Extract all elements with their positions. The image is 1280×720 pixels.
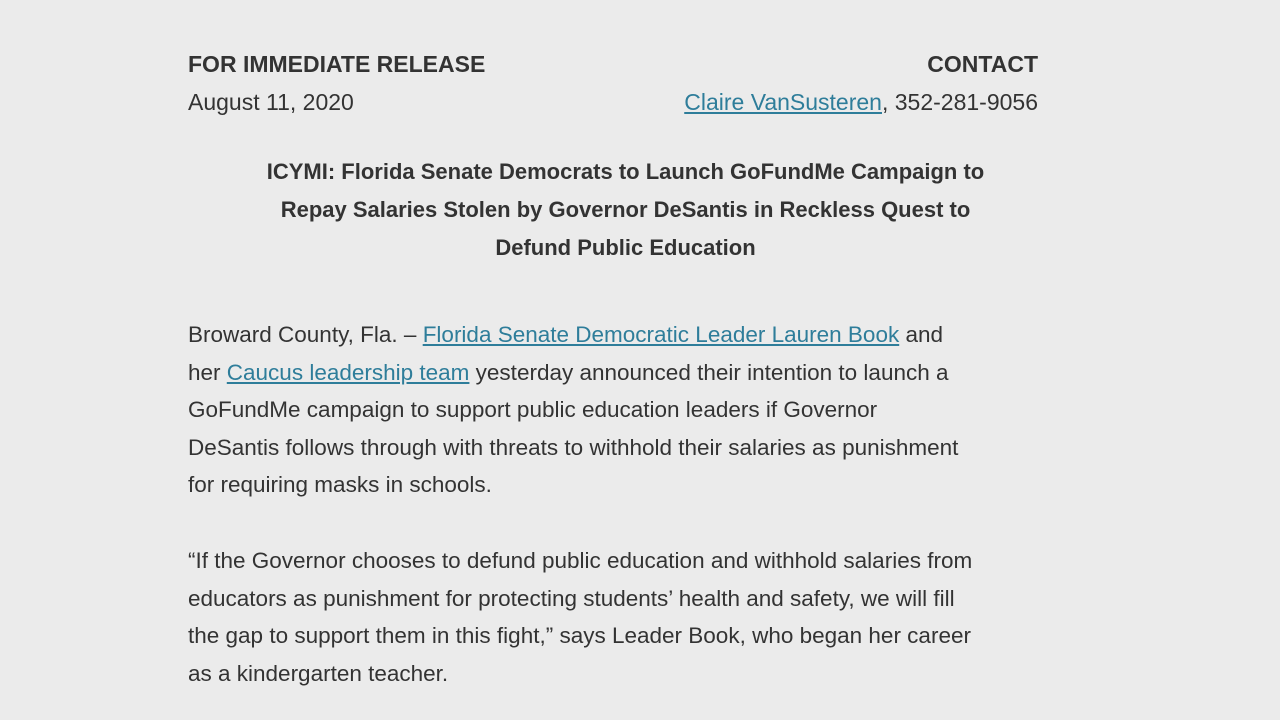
- paragraph-line: educators as punishment for protecting students’ health and safety, we will fill: [188, 585, 955, 611]
- paragraph-line: the gap to support them in this fight,” says Leader Book, who began her career: [188, 623, 971, 648]
- paragraph-text: her: [188, 359, 227, 385]
- release-date: August 11, 2020: [188, 89, 354, 115]
- paragraph-line: as a kindergarten teacher.: [188, 660, 449, 686]
- paragraph-text: yesterday announced their intention to launch a: [469, 359, 949, 385]
- release-header-row: [188, 51, 1038, 78]
- body-paragraph-2: [188, 542, 1073, 692]
- contact-name-link[interactable]: Claire VanSusteren: [684, 89, 882, 115]
- contact-info: [684, 89, 1038, 116]
- headline-line: Defund Public Education: [495, 235, 756, 260]
- body-paragraph-1: [188, 316, 1073, 504]
- paragraph-line: GoFundMe campaign to support public education leaders if Governor: [188, 397, 878, 422]
- paragraph-line: [188, 354, 1073, 392]
- headline-line: Repay Salaries Stolen by Governor DeSantis in Reckless Quest to: [280, 197, 971, 222]
- paragraph-line: [188, 316, 1073, 354]
- paragraph-line: DeSantis follows through with threats to withhold their salaries as punishment: [188, 434, 959, 460]
- senate-leader-link[interactable]: Florida Senate Democratic Leader Lauren Book: [422, 322, 900, 347]
- contact-phone: , 352-281-9056: [881, 89, 1038, 115]
- headline: [188, 153, 1063, 267]
- release-meta-row: [188, 89, 1038, 116]
- paragraph-line: “If the Governor chooses to defund public education and withhold salaries from: [188, 548, 973, 573]
- caucus-leadership-link[interactable]: Caucus leadership team: [226, 359, 470, 385]
- release-label: FOR IMMEDIATE RELEASE: [188, 51, 486, 77]
- headline-line: ICYMI: Florida Senate Democrats to Launch GoFundMe Campaign to: [266, 159, 985, 184]
- contact-label: CONTACT: [927, 51, 1038, 77]
- paragraph-line: for requiring masks in schools.: [188, 472, 492, 497]
- paragraph-text: and: [899, 322, 944, 347]
- dateline: Broward County, Fla. –: [188, 322, 423, 347]
